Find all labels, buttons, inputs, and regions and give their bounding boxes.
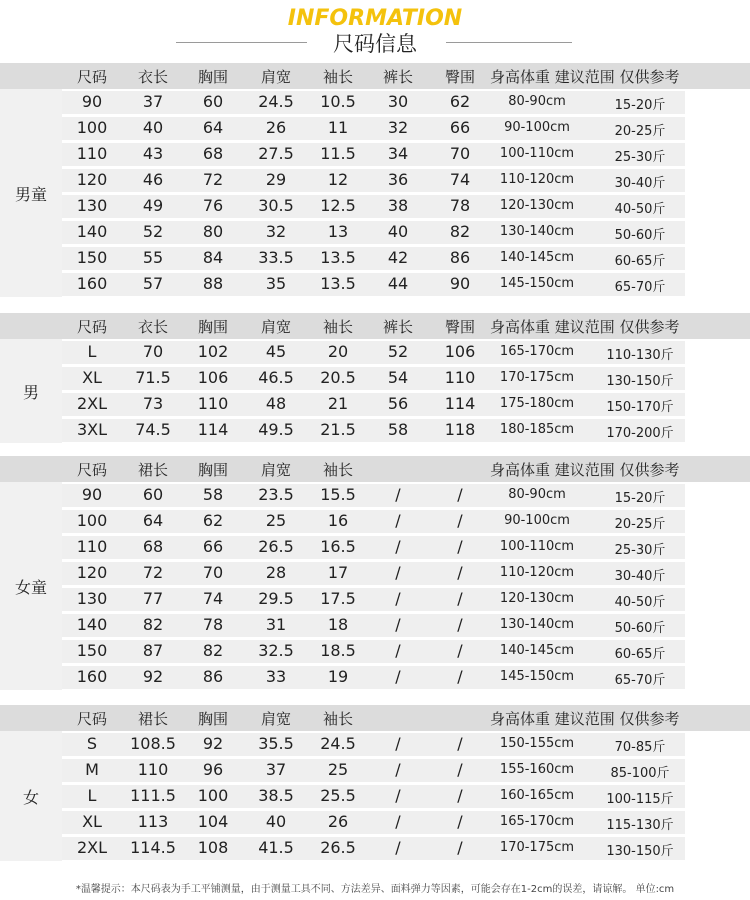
table-cell: 114 — [197, 420, 229, 439]
table-cell: 11.5 — [320, 144, 356, 163]
table-cell: 77 — [142, 589, 164, 608]
table-cell: 26 — [327, 812, 349, 831]
table-cell: 15.5 — [320, 485, 356, 504]
table-cell: 100 — [76, 511, 108, 530]
table-cell: 58 — [202, 485, 224, 504]
table-cell: 110-120cm — [499, 565, 575, 580]
table-cell: 40-50斤 — [614, 595, 666, 610]
column-header: 袖长 — [322, 68, 353, 86]
table-cell: / — [395, 615, 401, 634]
table-cell: 110 — [76, 537, 108, 556]
table-cell: 57 — [142, 274, 164, 293]
table-cell: 165-170cm — [499, 814, 575, 829]
column-header: 胸围 — [197, 710, 228, 728]
table-cell: 106 — [444, 342, 476, 361]
table-cell: 90 — [81, 485, 103, 504]
table-cell: 43 — [142, 144, 164, 163]
table-cell: / — [457, 734, 463, 753]
table-cell: 104 — [197, 812, 229, 831]
table-cell: 100 — [197, 786, 229, 805]
table-cell: 50-60斤 — [614, 228, 666, 243]
table-cell: 65-70斤 — [614, 673, 666, 688]
table-cell: / — [457, 485, 463, 504]
table-cell: 40 — [265, 812, 287, 831]
table-cell: 36 — [387, 170, 409, 189]
table-cell: 19 — [327, 667, 349, 686]
table-cell: / — [395, 537, 401, 556]
table-cell: 23.5 — [258, 485, 294, 504]
table-cell: 118 — [444, 420, 476, 439]
table-cell: 96 — [202, 760, 224, 779]
table-cell: 80-90cm — [508, 94, 566, 109]
table-cell: 34 — [387, 144, 409, 163]
table-cell: 17.5 — [320, 589, 356, 608]
table-cell: 65-70斤 — [614, 280, 666, 295]
table-cell: 90-100cm — [504, 120, 570, 135]
table-cell: 11 — [327, 118, 349, 137]
column-header: 衣长 — [137, 68, 168, 86]
table-cell: 92 — [142, 667, 164, 686]
table-cell: / — [457, 537, 463, 556]
table-cell: 20.5 — [320, 368, 356, 387]
table-cell: 92 — [202, 734, 224, 753]
table-cell: 82 — [202, 641, 224, 660]
table-cell: 120 — [76, 170, 108, 189]
table-cell: 31 — [265, 615, 287, 634]
table-cell: 130-140cm — [499, 617, 575, 632]
table-cell: 45 — [265, 342, 287, 361]
table-cell: 12.5 — [320, 196, 356, 215]
table-cell: 100-110cm — [499, 539, 575, 554]
table-cell: 30 — [387, 92, 409, 111]
table-cell: / — [457, 615, 463, 634]
table-cell: 33 — [265, 667, 287, 686]
table-cell: 115-130斤 — [606, 818, 674, 833]
table-cell: 72 — [142, 563, 164, 582]
column-header: 肩宽 — [260, 318, 291, 336]
table-cell: 113 — [137, 812, 169, 831]
table-cell: 58 — [387, 420, 409, 439]
table-cell: 155-160cm — [499, 762, 575, 777]
table-cell: 120 — [76, 563, 108, 582]
table-cell: / — [457, 812, 463, 831]
column-header: 肩宽 — [260, 710, 291, 728]
table-cell: 72 — [202, 170, 224, 189]
section-side-column — [0, 89, 62, 297]
table-cell: / — [457, 667, 463, 686]
table-cell: 54 — [387, 368, 409, 387]
table-cell: 32 — [265, 222, 287, 241]
table-cell: / — [395, 786, 401, 805]
table-cell: 62 — [202, 511, 224, 530]
column-header: 肩宽 — [260, 68, 291, 86]
table-cell: 60 — [142, 485, 164, 504]
table-cell: 140-145cm — [499, 250, 575, 265]
table-cell: 26 — [265, 118, 287, 137]
table-cell: 111.5 — [130, 786, 176, 805]
table-cell: 35 — [265, 274, 287, 293]
table-cell: 20-25斤 — [614, 124, 666, 139]
table-cell: 12 — [327, 170, 349, 189]
table-cell: 82 — [142, 615, 164, 634]
section-label: 男 — [22, 383, 39, 402]
table-cell: 49.5 — [258, 420, 294, 439]
table-cell: / — [457, 563, 463, 582]
table-cell: 74 — [449, 170, 471, 189]
table-cell: 90-100cm — [504, 513, 570, 528]
table-cell: 26.5 — [320, 838, 356, 857]
table-cell: L — [87, 342, 97, 361]
table-cell: 74 — [202, 589, 224, 608]
table-cell: 55 — [142, 248, 164, 267]
title-english: INFORMATION — [287, 6, 463, 31]
size-section — [0, 705, 750, 861]
table-cell: 52 — [142, 222, 164, 241]
table-cell: 37 — [142, 92, 164, 111]
table-cell: 25-30斤 — [614, 150, 666, 165]
table-cell: 130 — [76, 589, 108, 608]
table-cell: 150-170斤 — [606, 400, 674, 415]
table-cell: 24.5 — [258, 92, 294, 111]
table-cell: 26.5 — [258, 537, 294, 556]
table-cell: 20 — [327, 342, 349, 361]
table-cell: L — [87, 786, 97, 805]
column-header: 胸围 — [197, 68, 228, 86]
table-cell: 76 — [202, 196, 224, 215]
table-cell: 100-110cm — [499, 146, 575, 161]
table-cell: 68 — [202, 144, 224, 163]
table-cell: 25-30斤 — [614, 543, 666, 558]
table-cell: 82 — [449, 222, 471, 241]
table-cell: XL — [82, 812, 102, 831]
table-cell: 170-175cm — [499, 370, 575, 385]
column-header: 裙长 — [137, 461, 168, 479]
section-label: 女童 — [14, 578, 47, 597]
table-cell: 52 — [387, 342, 409, 361]
table-cell: 28 — [265, 563, 287, 582]
column-header: 身高体重 建议范围 仅供参考 — [490, 710, 680, 728]
table-cell: 13.5 — [320, 274, 356, 293]
table-cell: 70-85斤 — [614, 740, 666, 755]
table-cell: 66 — [202, 537, 224, 556]
table-cell: 85-100斤 — [610, 766, 670, 781]
table-cell: 64 — [202, 118, 224, 137]
column-header: 臀围 — [444, 68, 475, 86]
table-cell: 38.5 — [258, 786, 294, 805]
table-cell: 120-130cm — [499, 198, 575, 213]
table-cell: 130-150斤 — [606, 374, 674, 389]
table-cell: 62 — [449, 92, 471, 111]
table-cell: 170-200斤 — [606, 426, 674, 441]
table-cell: 84 — [202, 248, 224, 267]
table-cell: 86 — [202, 667, 224, 686]
table-cell: 106 — [197, 368, 229, 387]
table-cell: / — [395, 812, 401, 831]
table-cell: 32 — [387, 118, 409, 137]
column-header: 肩宽 — [260, 461, 291, 479]
table-cell: / — [395, 734, 401, 753]
table-cell: 50-60斤 — [614, 621, 666, 636]
table-cell: 18 — [327, 615, 349, 634]
table-cell: / — [395, 641, 401, 660]
table-cell: 160 — [76, 274, 108, 293]
table-cell: 180-185cm — [499, 422, 575, 437]
table-cell: 114.5 — [130, 838, 176, 857]
table-cell: 2XL — [76, 394, 108, 413]
table-cell: 46.5 — [258, 368, 294, 387]
table-cell: 73 — [142, 394, 164, 413]
table-cell: 70 — [449, 144, 471, 163]
size-section — [0, 63, 750, 297]
column-header: 袖长 — [322, 710, 353, 728]
table-cell: 41.5 — [258, 838, 294, 857]
table-cell: 102 — [197, 342, 229, 361]
table-cell: 2XL — [76, 838, 108, 857]
table-cell: 140-145cm — [499, 643, 575, 658]
table-cell: 17 — [327, 563, 349, 582]
table-cell: / — [395, 838, 401, 857]
column-header: 衣长 — [137, 318, 168, 336]
table-cell: / — [457, 589, 463, 608]
column-header: 胸围 — [197, 318, 228, 336]
column-header: 裤长 — [382, 318, 413, 336]
table-cell: 80 — [202, 222, 224, 241]
table-cell: 35.5 — [258, 734, 294, 753]
table-cell: 175-180cm — [499, 396, 575, 411]
table-cell: 70 — [142, 342, 164, 361]
table-cell: 13 — [327, 222, 349, 241]
table-cell: 110 — [137, 760, 169, 779]
table-cell: 21 — [327, 394, 349, 413]
table-cell: 100-115斤 — [606, 792, 674, 807]
table-cell: 64 — [142, 511, 164, 530]
table-cell: 37 — [265, 760, 287, 779]
table-cell: 32.5 — [258, 641, 294, 660]
table-cell: 33.5 — [258, 248, 294, 267]
table-cell: 18.5 — [320, 641, 356, 660]
table-cell: 30.5 — [258, 196, 294, 215]
table-cell: 140 — [76, 615, 108, 634]
table-cell: 38 — [387, 196, 409, 215]
table-cell: 170-175cm — [499, 840, 575, 855]
column-header: 裙长 — [137, 710, 168, 728]
column-header: 臀围 — [444, 318, 475, 336]
table-cell: 27.5 — [258, 144, 294, 163]
column-header: 身高体重 建议范围 仅供参考 — [490, 318, 680, 336]
table-cell: 160 — [76, 667, 108, 686]
column-header: 身高体重 建议范围 仅供参考 — [490, 68, 680, 86]
column-header: 尺码 — [76, 318, 107, 336]
column-header: 袖长 — [322, 318, 353, 336]
table-cell: 145-150cm — [499, 276, 575, 291]
section-label: 男童 — [14, 185, 47, 204]
table-cell: 90 — [449, 274, 471, 293]
table-cell: 30-40斤 — [614, 569, 666, 584]
table-cell: 21.5 — [320, 420, 356, 439]
table-cell: 108 — [197, 838, 229, 857]
table-cell: 40 — [142, 118, 164, 137]
table-cell: / — [395, 511, 401, 530]
table-cell: 74.5 — [135, 420, 171, 439]
table-cell: 25 — [327, 760, 349, 779]
table-cell: 3XL — [76, 420, 108, 439]
table-cell: / — [457, 838, 463, 857]
table-cell: 48 — [265, 394, 287, 413]
table-cell: 71.5 — [135, 368, 171, 387]
table-cell: 16 — [327, 511, 349, 530]
table-cell: 86 — [449, 248, 471, 267]
table-cell: 42 — [387, 248, 409, 267]
table-cell: 25.5 — [320, 786, 356, 805]
table-cell: / — [395, 485, 401, 504]
table-cell: 60-65斤 — [614, 647, 666, 662]
table-cell: 10.5 — [320, 92, 356, 111]
column-header: 尺码 — [76, 68, 107, 86]
table-cell: S — [86, 734, 98, 753]
column-header: 尺码 — [76, 461, 107, 479]
column-header: 身高体重 建议范围 仅供参考 — [490, 461, 680, 479]
footnote: *温馨提示：本尺码表为手工平铺测量，由于测量工具不同、方法差异、面料弹力等因素，可能会存在1-2cm的误差，请谅解。 单位:cm — [75, 884, 675, 895]
table-cell: 80-90cm — [508, 487, 566, 502]
table-cell: 160-165cm — [499, 788, 575, 803]
size-section — [0, 456, 750, 690]
table-cell: 114 — [444, 394, 476, 413]
table-cell: / — [395, 563, 401, 582]
table-cell: 87 — [142, 641, 164, 660]
table-cell: 20-25斤 — [614, 517, 666, 532]
page-header — [0, 0, 750, 60]
table-cell: 120-130cm — [499, 591, 575, 606]
column-header: 裤长 — [382, 68, 413, 86]
table-cell: 78 — [449, 196, 471, 215]
table-cell: / — [457, 511, 463, 530]
table-cell: 108.5 — [130, 734, 176, 753]
table-cell: 110-130斤 — [606, 348, 674, 363]
table-cell: 44 — [387, 274, 409, 293]
table-cell: 30-40斤 — [614, 176, 666, 191]
table-cell: 15-20斤 — [614, 491, 666, 506]
table-cell: 145-150cm — [499, 669, 575, 684]
table-cell: 110-120cm — [499, 172, 575, 187]
table-cell: 68 — [142, 537, 164, 556]
section-side-column — [0, 482, 62, 690]
size-section — [0, 313, 750, 443]
table-cell: 24.5 — [320, 734, 356, 753]
table-cell: 40-50斤 — [614, 202, 666, 217]
table-cell: 46 — [142, 170, 164, 189]
table-cell: 130 — [76, 196, 108, 215]
table-cell: 49 — [142, 196, 164, 215]
table-cell: 110 — [197, 394, 229, 413]
table-cell: XL — [82, 368, 102, 387]
table-cell: 110 — [444, 368, 476, 387]
table-cell: 29.5 — [258, 589, 294, 608]
table-cell: 130-150斤 — [606, 844, 674, 859]
table-cell: 100 — [76, 118, 108, 137]
section-label: 女 — [22, 788, 39, 807]
table-cell: 70 — [202, 563, 224, 582]
table-cell: 150-155cm — [499, 736, 575, 751]
table-cell: M — [85, 760, 99, 779]
table-cell: 110 — [76, 144, 108, 163]
column-header: 尺码 — [76, 710, 107, 728]
table-cell: 25 — [265, 511, 287, 530]
table-cell: 66 — [449, 118, 471, 137]
column-header: 胸围 — [197, 461, 228, 479]
table-cell: / — [395, 667, 401, 686]
table-cell: 40 — [387, 222, 409, 241]
table-cell: 13.5 — [320, 248, 356, 267]
table-cell: 78 — [202, 615, 224, 634]
column-header: 袖长 — [322, 461, 353, 479]
table-cell: 16.5 — [320, 537, 356, 556]
table-cell: 150 — [76, 248, 108, 267]
table-cell: 150 — [76, 641, 108, 660]
table-cell: / — [395, 589, 401, 608]
table-cell: 90 — [81, 92, 103, 111]
table-cell: 56 — [387, 394, 409, 413]
table-cell: 29 — [265, 170, 287, 189]
section-side-column — [0, 731, 62, 861]
table-cell: 60-65斤 — [614, 254, 666, 269]
table-cell: / — [457, 641, 463, 660]
table-cell: 130-140cm — [499, 224, 575, 239]
table-cell: / — [457, 760, 463, 779]
title-chinese: 尺码信息 — [333, 32, 417, 56]
table-cell: / — [457, 786, 463, 805]
table-cell: / — [395, 760, 401, 779]
table-cell: 15-20斤 — [614, 98, 666, 113]
section-side-column — [0, 339, 62, 443]
table-cell: 140 — [76, 222, 108, 241]
table-cell: 60 — [202, 92, 224, 111]
table-cell: 88 — [202, 274, 224, 293]
table-cell: 165-170cm — [499, 344, 575, 359]
